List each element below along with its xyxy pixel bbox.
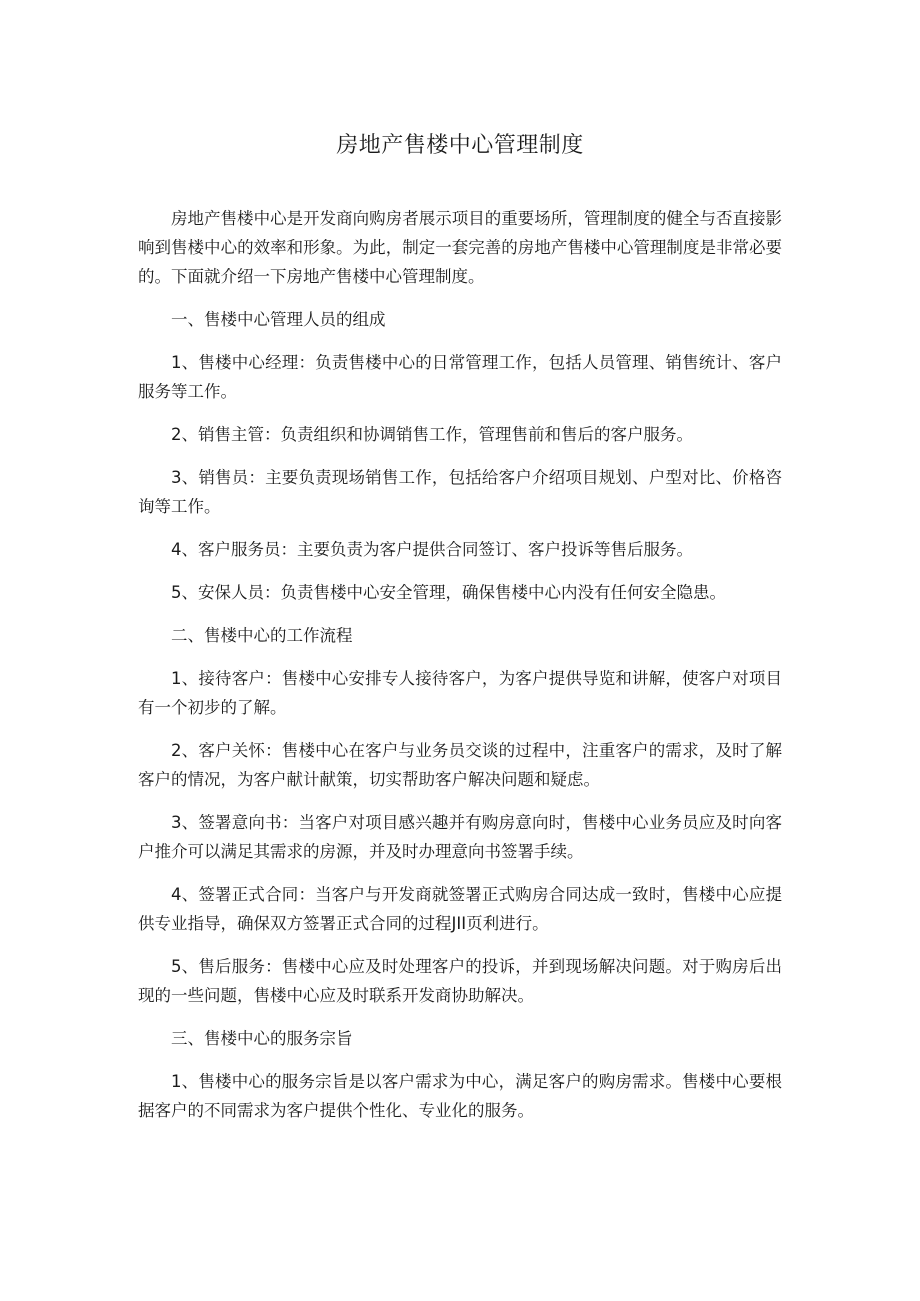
list-item: 1、售楼中心经理：负责售楼中心的日常管理工作，包括人员管理、销售统计、客户服务等工作。 [138,353,782,401]
list-item: 5、安保人员：负责售楼中心安全管理，确保售楼中心内没有任何安全隐患。 [171,583,726,602]
list-item: 5、售后服务：售楼中心应及时处理客户的投诉，并到现场解决问题。对于购房后出现的一些问题，售楼中心应及时联系开发商协助解决。 [138,957,782,1005]
intro-paragraph: 房地产售楼中心是开发商向购房者展示项目的重要场所，管理制度的健全与否直接影响到售楼中心的效率和形象。为此，制定一套完善的房地产售楼中心管理制度是非常必要的。下面就介绍一下房地产售楼中心管理制度。 [138,209,782,286]
list-item: 4、签署正式合同：当客户与开发商就签署正式购房合同达成一致时，售楼中心应提供专业指导，确保双方签署正式合同的过程JII页利进行。 [138,885,782,933]
list-item: 3、销售员：主要负责现场销售工作，包括给客户介绍项目规划、户型对比、价格咨询等工作。 [138,468,782,516]
document-title: 房地产售楼中心管理制度 [336,133,584,158]
section-heading-3: 三、售楼中心的服务宗旨 [171,1029,353,1048]
section-heading-1: 一、售楼中心管理人员的组成 [171,310,386,329]
section-heading-2: 二、售楼中心的工作流程 [171,626,353,645]
list-item: 1、售楼中心的服务宗旨是以客户需求为中心，满足客户的购房需求。售楼中心要根据客户的不同需求为客户提供个性化、专业化的服务。 [138,1072,782,1120]
list-item: 2、销售主管：负责组织和协调销售工作，管理售前和售后的客户服务。 [171,425,693,444]
list-item: 3、签署意向书：当客户对项目感兴趣并有购房意向时，售楼中心业务员应及时向客户推介可以满足其需求的房源，并及时办理意向书签署手续。 [138,813,782,861]
list-item: 1、接待客户：售楼中心安排专人接待客户，为客户提供导览和讲解，使客户对项目有一个初步的了解。 [138,669,782,717]
list-item: 2、客户关怀：售楼中心在客户与业务员交谈的过程中，注重客户的需求，及时了解客户的情况，为客户献计献策，切实帮助客户解决问题和疑虑。 [138,741,782,789]
list-item: 4、客户服务员：主要负责为客户提供合同签订、客户投诉等售后服务。 [171,540,693,559]
